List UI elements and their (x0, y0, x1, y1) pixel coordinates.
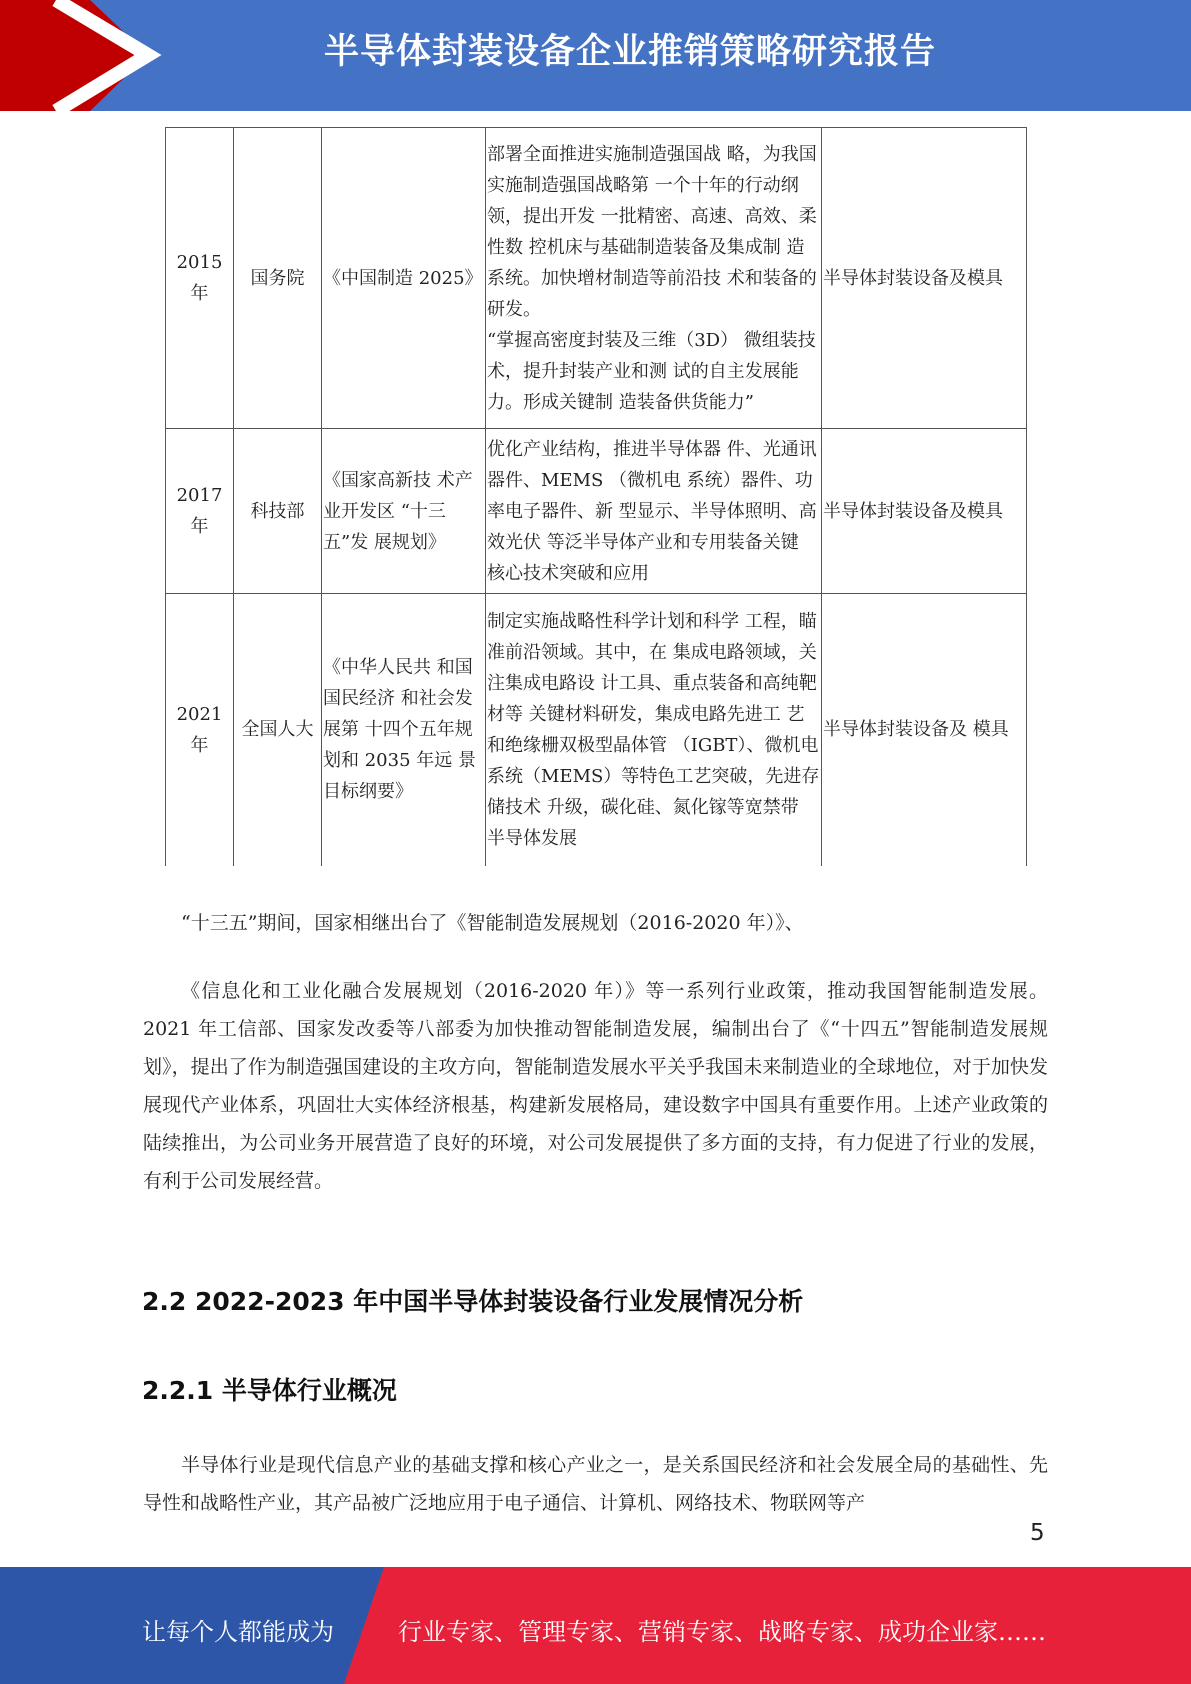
table-row (166, 594, 1027, 866)
document-cell: 《中华人民共 和国国民经济 和社会发展第 十四个五年规 划和 2035 年远 景目标纲要》 (322, 594, 486, 866)
policy-table (165, 127, 1027, 866)
content-cell: 优化产业结构，推进半导体器 件、光通讯器件、MEMS （微机电 系统）器件、功率电子器件、新 型显示、半导体照明、高效光伏 等泛半导体产业和专用装备关键 核心技术突破和应用 (486, 429, 822, 594)
scope-cell: 半导体封装设备及 模具 (822, 594, 1027, 866)
table-row (166, 429, 1027, 594)
org-cell: 国务院 (234, 128, 322, 429)
table-row (166, 128, 1027, 429)
page-footer (0, 1567, 1191, 1684)
content-cell: 部署全面推进实施制造强国战 略，为我国实施制造强国战略第 一个十年的行动纲领，提出开发 一批精密、高速、高效、柔性数 控机床与基础制造装备及集成制 造系统。加快增材制造等前沿技 术和装备的研发。 “掌握高密度封装及三维（3D） 微组装技术，提升封装产业和测 试的自主发展能力。形成关键制 造装备供货能力” (486, 128, 822, 429)
paragraph: 《信息化和工业化融合发展规划（2016-2020 年）》等一系列行业政策，推动我国智能制造发展。2021 年工信部、国家发改委等八部委为加快推动智能制造发展，编制出台了《“十四五”智能制造发展规划》，提出了作为制造强国建设的主攻方向，智能制造发展水平关乎我国未来制造业的全球地位，对于加快发展现代产业体系，巩固壮大实体经济根基，构建新发展格局，建设数字中国具有重要作用。上述产业政策的陆续推出，为公司业务开展营造了良好的环境，对公司发展提供了多方面的支持，有力促进了行业的发展，有利于公司发展经营。 (143, 980, 1048, 1192)
footer-slogan-right: 行业专家、管理专家、营销专家、战略专家、成功企业家…… (398, 1618, 1046, 1646)
footer-slogan-left: 让每个人都能成为 (142, 1618, 334, 1646)
document-cell: 《国家高新技 术产业开发区 “十三五”发 展规划》 (322, 429, 486, 594)
scope-cell: 半导体封装设备及模具 (822, 128, 1027, 429)
paragraph: 半导体行业是现代信息产业的基础支撑和核心产业之一，是关系国民经济和社会发展全局的基础性、先导性和战略性产业，其产品被广泛地应用于电子通信、计算机、网络技术、物联网等产 (143, 1454, 1048, 1514)
year-cell: 2021 年 (166, 594, 234, 866)
org-cell: 全国人大 (234, 594, 322, 866)
page-number: 5 (1030, 1520, 1045, 1546)
year-cell: 2017 年 (166, 429, 234, 594)
org-cell: 科技部 (234, 429, 322, 594)
section-heading: 2.2 2022-2023 年中国半导体封装设备行业发展情况分析 (142, 1287, 804, 1316)
year-cell: 2015 年 (166, 128, 234, 429)
scope-cell: 半导体封装设备及模具 (822, 429, 1027, 594)
subsection-heading: 2.2.1 半导体行业概况 (142, 1376, 397, 1405)
document-cell: 《中国制造 2025》 (322, 128, 486, 429)
report-title: 半导体封装设备企业推销策略研究报告 (323, 32, 936, 72)
page-header (0, 0, 1191, 111)
content-cell: 制定实施战略性科学计划和科学 工程，瞄准前沿领域。其中，在 集成电路领域，关注集成电路设 计工具、重点装备和高纯靶材等 关键材料研发，集成电路先进工 艺和绝缘栅双极型晶体管 （IGBT）、微机电系统（MEMS）等特色工艺突破，先进存储技术 升级，碳化硅、氮化镓等宽禁带 半导体发展 (486, 594, 822, 866)
paragraph: “十三五”期间，国家相继出台了《智能制造发展规划（2016-2020 年）》、 (181, 912, 804, 934)
